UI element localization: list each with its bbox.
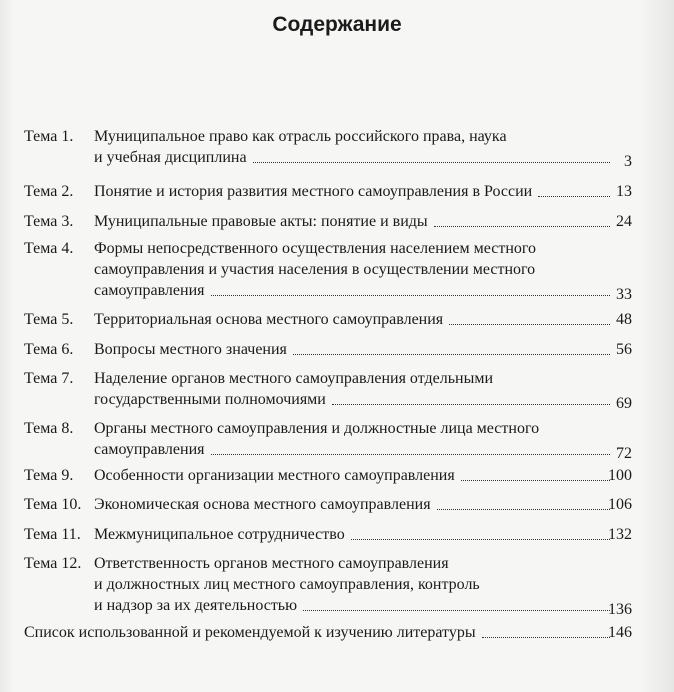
toc-entry-title — [94, 553, 614, 616]
toc-entry-title — [94, 309, 614, 330]
toc-entry-number: Тема 4. — [24, 240, 74, 257]
toc-entry-line — [94, 465, 614, 486]
toc-entry-title — [94, 181, 614, 202]
toc-entry-line-text: Ответственность органов местного самоуправления — [94, 555, 449, 572]
toc-entry-line — [94, 368, 614, 389]
dot-leader — [293, 353, 610, 355]
toc-entry-line — [94, 339, 614, 360]
toc-entry-line — [94, 494, 614, 515]
toc-entry-title — [94, 238, 614, 301]
toc-entry-number: Тема 1. — [24, 128, 74, 145]
toc-entry-line-text: и надзор за их деятельностью — [94, 597, 298, 614]
toc-entry-line-text: Территориальная основа местного самоуправления — [94, 311, 444, 328]
toc-entry-page-number: 72 — [616, 445, 632, 462]
toc-entry-line-text: Вопросы местного значения — [94, 341, 287, 358]
toc-entry-title — [24, 622, 614, 643]
toc-entry-line — [94, 238, 614, 259]
toc-entry-line — [94, 439, 614, 460]
dot-leader — [211, 453, 611, 455]
toc-entry-title — [94, 211, 614, 232]
toc-entry-title — [94, 524, 614, 545]
toc-entry-number: Тема 2. — [24, 183, 74, 200]
dot-leader — [351, 538, 610, 540]
toc-entry-page-number: 132 — [608, 526, 632, 543]
dot-leader — [437, 508, 610, 510]
toc-entry-line — [94, 595, 614, 616]
toc-entry-page-number: 136 — [608, 601, 632, 618]
toc-entry-line-text: и учебная дисциплина — [94, 149, 247, 166]
toc-entry-line — [94, 553, 614, 574]
dot-leader — [332, 403, 610, 405]
toc-entry-title — [94, 368, 614, 410]
toc-entry-title — [94, 418, 614, 460]
toc-entry-number: Тема 6. — [24, 341, 74, 358]
dot-leader — [211, 294, 611, 296]
toc-entry-title — [94, 339, 614, 360]
toc-entry-line — [94, 259, 614, 280]
toc-entry-line — [94, 418, 614, 439]
toc-entry-number: Тема 12. — [24, 555, 82, 572]
dot-leader — [253, 161, 610, 163]
dot-leader — [538, 195, 610, 197]
toc-entry-line-text: самоуправления и участия населения в осуществлении местного — [94, 261, 536, 278]
dot-leader — [434, 225, 610, 227]
toc-entry-line-text: Понятие и история развития местного самоуправления в России — [94, 183, 533, 200]
toc-entry-number: Тема 11. — [24, 526, 81, 543]
toc-entry-line-text: Особенности организации местного самоуправления — [94, 467, 455, 484]
toc-entry-line-text: Экономическая основа местного самоуправления — [94, 496, 431, 513]
bibliography-title: Список использованной и рекомендуемой к изучению литературы — [24, 624, 476, 641]
toc-entry-line-text: Формы непосредственного осуществления населением местного — [94, 240, 537, 257]
toc-entry-line — [94, 280, 614, 301]
toc-entry-line-text: Межмуниципальное сотрудничество — [94, 526, 345, 543]
dot-leader — [449, 323, 610, 325]
toc-entry-title — [94, 126, 614, 168]
toc-entry-number: Тема 8. — [24, 420, 74, 437]
toc-entry-line — [94, 211, 614, 232]
toc-entry-number: Тема 3. — [24, 213, 74, 230]
dot-leader — [461, 479, 610, 481]
toc-entry-line-text: Муниципальное право как отрасль российского права, наука — [94, 128, 507, 145]
toc-entry-title — [94, 465, 614, 486]
toc-entry-page-number: 106 — [608, 496, 632, 513]
toc-entry-number: Тема 10. — [24, 496, 82, 513]
toc-entry-number: Тема 9. — [24, 467, 74, 484]
toc-entry-title — [94, 494, 614, 515]
toc-entry-page-number: 13 — [616, 183, 632, 200]
toc-entry-line-text: самоуправления — [94, 441, 205, 458]
toc-entry-line — [94, 389, 614, 410]
page-title: Содержание — [272, 13, 402, 36]
toc-entry-page-number: 100 — [608, 467, 632, 484]
toc-entry-line — [94, 181, 614, 202]
toc-entry-page-number: 3 — [624, 153, 632, 170]
toc-entry-line — [94, 524, 614, 545]
toc-entry-page-number: 56 — [616, 341, 632, 358]
toc-entry-line-text: государственными полномочиями — [94, 391, 326, 408]
toc-entry-line — [94, 309, 614, 330]
toc-entry-number: Тема 7. — [24, 370, 74, 387]
toc-entry-line — [24, 622, 614, 643]
dot-leader — [303, 609, 610, 611]
toc-entry-number: Тема 5. — [24, 311, 74, 328]
toc-entry-page-number: 48 — [616, 311, 632, 328]
toc-entry-line — [94, 147, 614, 168]
toc-entry-page-number: 33 — [616, 286, 632, 303]
toc-entry-line-text: Наделение органов местного самоуправления отдельными — [94, 370, 494, 387]
toc-entry-line-text: самоуправления — [94, 282, 205, 299]
toc-entry-line — [94, 126, 614, 147]
toc-entry-line — [94, 574, 614, 595]
toc-entry-line-text: Органы местного самоуправления и должностные лица местного — [94, 420, 540, 437]
toc-entry-page-number: 24 — [616, 213, 632, 230]
toc-entry-line-text: Муниципальные правовые акты: понятие и виды — [94, 213, 428, 230]
dot-leader — [482, 636, 610, 638]
toc-entry-page-number: 146 — [608, 624, 632, 641]
toc-entry-page-number: 69 — [616, 395, 632, 412]
toc-entry-line-text: и должностных лиц местного самоуправления, контроль — [94, 576, 480, 593]
